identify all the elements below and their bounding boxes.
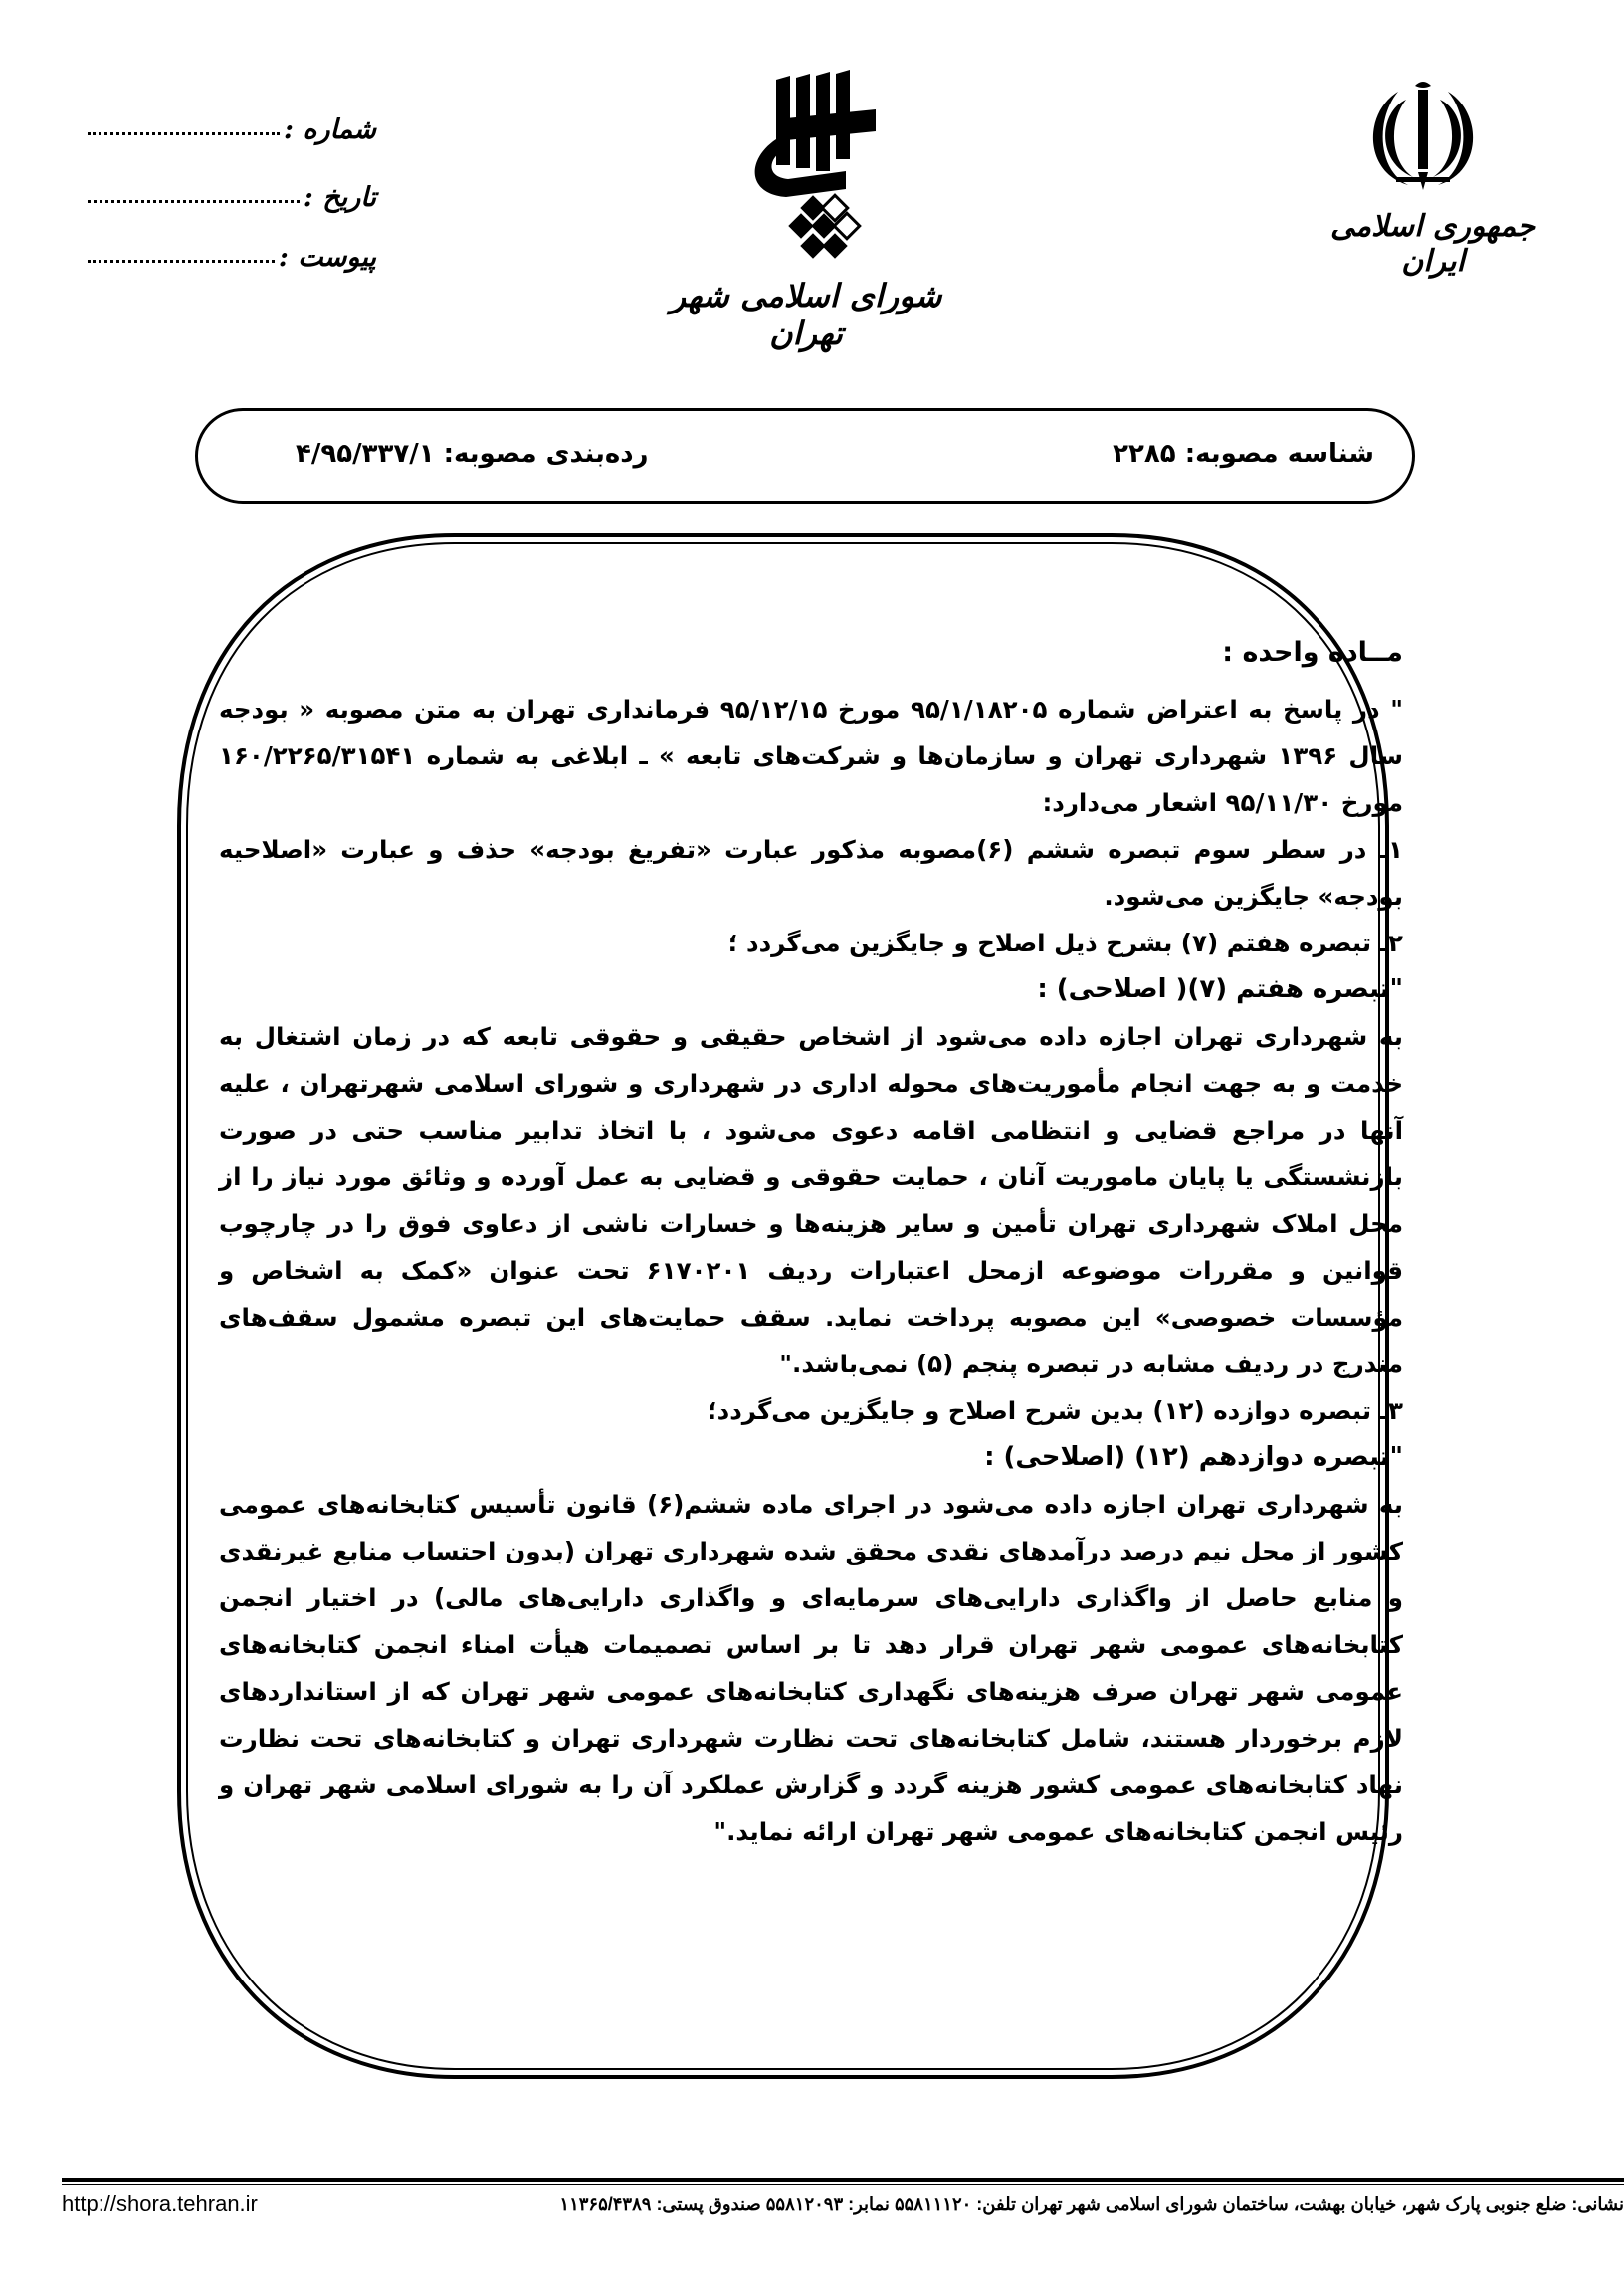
footer-rule-thin	[62, 2184, 1624, 2185]
article-title: مــاده واحده :	[1222, 637, 1403, 668]
approval-id-box	[195, 408, 1415, 504]
date-field	[88, 167, 376, 213]
date-label: تاریخ :	[303, 182, 376, 213]
note-7-text: به شهرداری تهران اجازه داده می‌شود از اشخاص حقیقی و حقوقی تابعه که در زمان اشتغال به خدمت و به جهت انجام مأموریت‌های محوله اداری در شهرداری و شورای اسلامی شهرتهران ، علیه آنها در مراجع قضایی و انتظامی اقامه دعوی می‌شود ، با اتخاذ تدابیر مناسب حتی در صورت بازنشستگی یا پایان ماموریت آنان ، حمایت حقوقی و قضایی به عمل آورده و وثائق مورد نیاز را از محل املاک شهرداری تهران تأمین و سایر هزینه‌ها و خسارات ناشی از دعاوی فوق را در چارچوب قوانین و مقررات موضوعه ازمحل اعتبارات ردیف ۶۱۷۰۲۰۱ تحت عنوان «کمک به اشخاص و مؤسسات خصوصی» این مصوبه پرداخت نماید. سقف حمایت‌های این تبصره مشمول سقف‌های مندرج در ردیف مشابه در تبصره پنجم (۵) نمی‌باشد."	[219, 1022, 1404, 1378]
intro-paragraph: " در پاسخ به اعتراض شماره ۹۵/۱/۱۸۲۰۵ مورخ ۹۵/۱۲/۱۵ فرمانداری تهران به متن مصوبه « بودجه سال ۱۳۹۶ شهرداری تهران و سازمان‌ها و شرکت‌های تابعه » ـ ابلاغی به شماره ۱۶۰/۲۲۶۵/۳۱۵۴۱ مورخ ۹۵/۱۱/۳۰ اشعار می‌دارد:	[219, 695, 1403, 817]
date-dotted-line	[88, 200, 300, 203]
footer	[62, 2189, 1624, 2219]
footer-address: نشانی: ضلع جنوبی پارک شهر، خیابان بهشت، ساختمان شورای اسلامی شهر تهران تلفن: ۵۵۸۱۱۱۲۰ نمابر: ۵۵۸۱۲۰۹۳ صندوق پستی: ۱۱۳۶۵/۴۳۸۹	[559, 2193, 1624, 2214]
note-7-title: "تبصره هفتم (۷)( اصلاحی) :	[1037, 974, 1403, 1004]
item-1: ۱ـ در سطر سوم تبصره ششم (۶)مصوبه مذکور عبارت «تفریغ بودجه» حذف و عبارت «اصلاحیه بودجه» جایگزین می‌شود.	[219, 835, 1403, 911]
attachment-field	[88, 227, 376, 273]
item-2: ۲ـ تبصره هفتم (۷) بشرح ذیل اصلاح و جایگزین می‌گردد ؛	[727, 929, 1403, 957]
item-3: ۳ـ تبصره دوازده (۱۲) بدین شرح اصلاح و جایگزین می‌گردد؛	[707, 1396, 1403, 1425]
website-link[interactable]: http://shora.tehran.ir	[62, 2191, 258, 2216]
emblem-caption: جمهوری اسلامی ایران	[1329, 209, 1536, 279]
council-caption: شورای اسلامی شهر تهران	[670, 277, 942, 352]
approval-id: شناسه مصوبه: ۲۲۸۵	[1113, 439, 1374, 469]
note-12-text: به شهرداری تهران اجازه داده می‌شود در اجرای ماده ششم(۶) قانون تأسیس کتابخانه‌های عمومی کشور از محل نیم درصد درآمدهای نقدی محقق شده شهرداری تهران (بدون احتساب منابع غیرنقدی و منابع حاصل از واگذاری دارایی‌های سرمایه‌ای و واگذاری دارایی‌های مالی) در اختیار انجمن کتابخانه‌های عمومی شهر تهران قرار دهد تا بر اساس تصمیمات هیأت امناء انجمن کتابخانه‌های عمومی شهر تهران صرف هزینه‌های نگهداری کتابخانه‌های عمومی شهر تهران که از استانداردهای لازم برخوردار هستند، شامل کتابخانه‌های تحت نظارت شهرداری تهران و کتابخانه‌های تحت نظارت نهاد کتابخانه‌های عمومی کشور هزینه گردد و گزارش عملکرد آن را به شورای اسلامی شهر تهران و رئیس انجمن کتابخانه‌های عمومی شهر تهران ارائه نماید."	[219, 1490, 1403, 1846]
resolution-body	[219, 629, 1403, 1855]
approval-classification: رده‌بندی مصوبه: ۴/۹۵/۳۳۷/۱	[296, 439, 649, 469]
note-12-title: "تبصره دوازدهم (۱۲) (اصلاحی) :	[984, 1442, 1403, 1472]
footer-rule	[62, 2178, 1624, 2182]
attachment-dotted-line	[88, 260, 275, 263]
number-label: شماره :	[283, 114, 376, 145]
number-field	[88, 100, 376, 145]
tehran-council-logo-icon	[716, 60, 906, 269]
number-dotted-line	[88, 132, 280, 135]
attachment-label: پیوست :	[278, 242, 376, 273]
iran-emblem-icon	[1368, 78, 1478, 202]
